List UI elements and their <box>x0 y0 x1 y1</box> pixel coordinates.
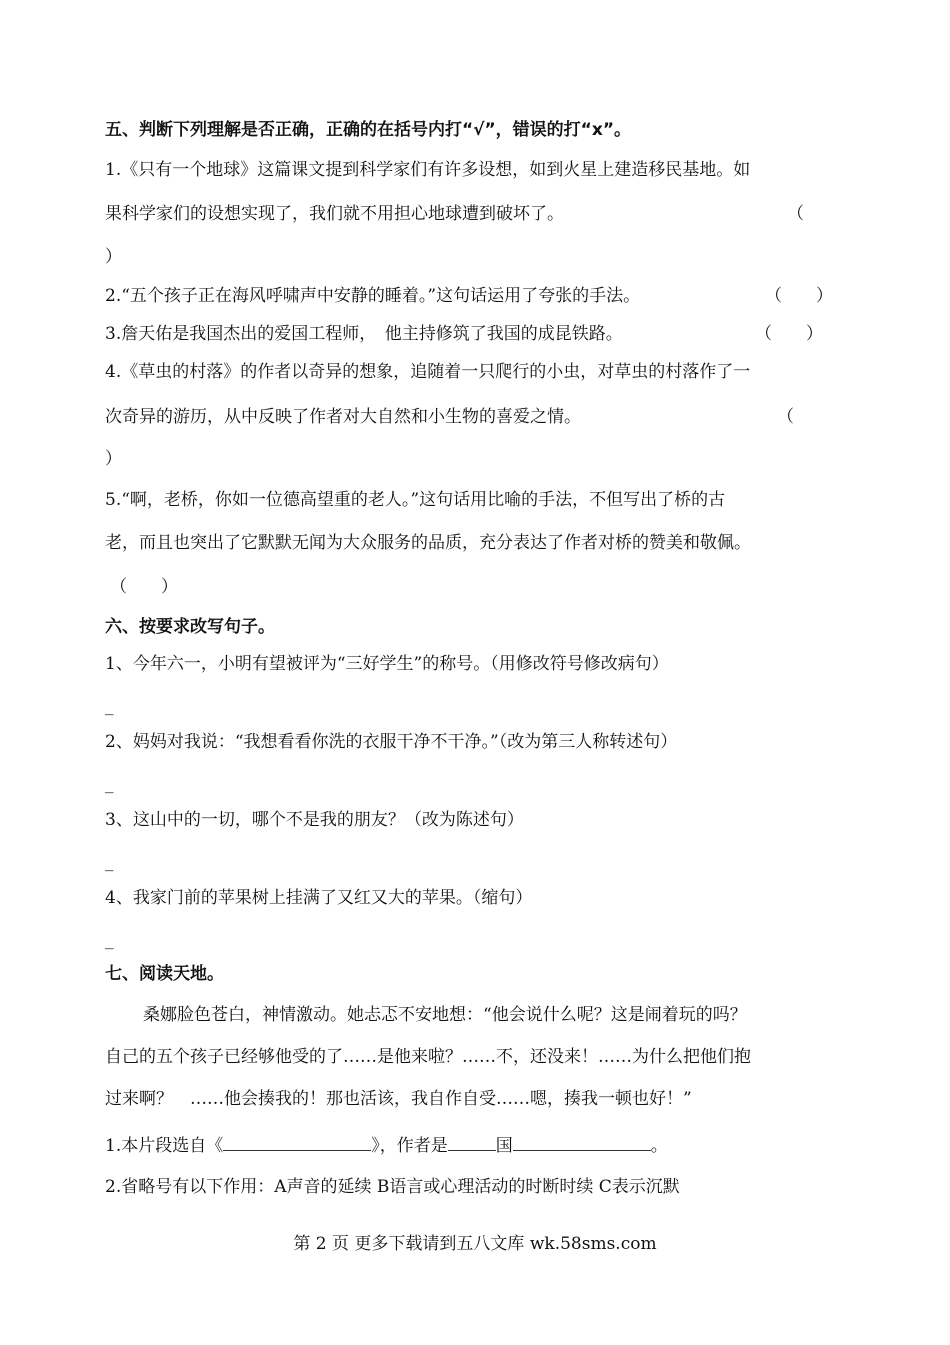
q5-3-text: 3.詹天佑是我国杰出的爱国工程师， 他主持修筑了我国的成昆铁路。 <box>105 324 623 344</box>
q5-2-text: 2.“五个孩子正在海风呼啸声中安静的睡着。”这句话运用了夸张的手法。 <box>105 286 641 306</box>
q6-2-answer[interactable]: _ <box>105 774 114 794</box>
q7-2-text: 2.省略号有以下作用：A声音的延续 B语言或心理活动的时断时续 C表示沉默 <box>105 1177 680 1197</box>
passage-line2: 自己的五个孩子已经够他受的了……是他来啦？……不，还没来！……为什么把他们抱 <box>105 1047 751 1067</box>
passage-line3: 过来啊？ ……他会揍我的！那也活该，我自作自受……嗯，揍我一顿也好！” <box>105 1089 692 1109</box>
q5-5-paren: （ ） <box>110 577 178 597</box>
page-footer: 第 2 页 更多下载请到五八文库 wk.58sms.com <box>293 1234 657 1254</box>
passage-line1: 桑娜脸色苍白，神情激动。她忐忑不安地想：“他会说什么呢？这是闹着玩的吗？ <box>143 1005 747 1025</box>
q6-2-text: 2、妈妈对我说：“我想看看你洗的衣服干净不干净。”（改为第三人称转述句） <box>105 732 678 752</box>
q5-5-line1: 5.“啊，老桥，你如一位德高望重的老人。”这句话用比喻的手法，不但写出了桥的古 <box>105 490 726 510</box>
q5-1-close-paren: ） <box>105 247 122 267</box>
q6-1-text: 1、今年六一，小明有望被评为“三好学生”的称号。（用修改符号修改病句） <box>105 654 669 674</box>
author-nationality-blank[interactable] <box>448 1132 496 1151</box>
author-name-blank[interactable] <box>513 1132 651 1151</box>
q5-5-line2: 老，而且也突出了它默默无闻为大众服务的品质，充分表达了作者对桥的赞美和敬佩。 <box>105 533 751 553</box>
book-title-blank[interactable] <box>223 1132 371 1151</box>
q5-4-line1: 4.《草虫的村落》的作者以奇异的想象，追随着一只爬行的小虫，对草虫的村落作了一 <box>105 362 751 382</box>
q5-1-line1: 1.《只有一个地球》这篇课文提到科学家们有许多设想，如到火星上建造移民基地。如 <box>105 160 751 180</box>
q6-3-text: 3、这山中的一切，哪个不是我的朋友？（改为陈述句） <box>105 810 524 830</box>
q5-1-line2: 果科学家们的设想实现了，我们就不用担心地球遭到破坏了。 <box>105 204 564 224</box>
q6-3-answer[interactable]: _ <box>105 852 114 872</box>
q7-1-end: 。 <box>650 1136 668 1156</box>
q7-1-mid2: 国 <box>495 1136 513 1156</box>
section-7-heading: 七、阅读天地。 <box>105 964 224 984</box>
q7-1-mid1: 》，作者是 <box>371 1136 448 1156</box>
q5-4-close-paren: ） <box>105 449 122 469</box>
q5-4-line2: 次奇异的游历，从中反映了作者对大自然和小生物的喜爱之情。 <box>105 407 581 427</box>
q5-1-open-paren: （ <box>787 204 804 224</box>
q7-1 <box>105 1132 845 1158</box>
q6-4-text: 4、我家门前的苹果树上挂满了又红又大的苹果。（缩句） <box>105 888 533 908</box>
q5-3-paren: （ ） <box>755 324 823 344</box>
section-5-heading: 五、判断下列理解是否正确，正确的在括号内打“√”，错误的打“x”。 <box>105 120 631 140</box>
q6-4-answer[interactable]: _ <box>105 930 114 950</box>
q7-1-prefix: 1.本片段选自《 <box>105 1136 224 1156</box>
q6-1-answer[interactable]: _ <box>105 696 114 716</box>
section-6-heading: 六、按要求改写句子。 <box>105 617 275 637</box>
q5-2-paren: （ ） <box>765 286 833 306</box>
q5-4-open-paren: （ <box>777 407 794 427</box>
